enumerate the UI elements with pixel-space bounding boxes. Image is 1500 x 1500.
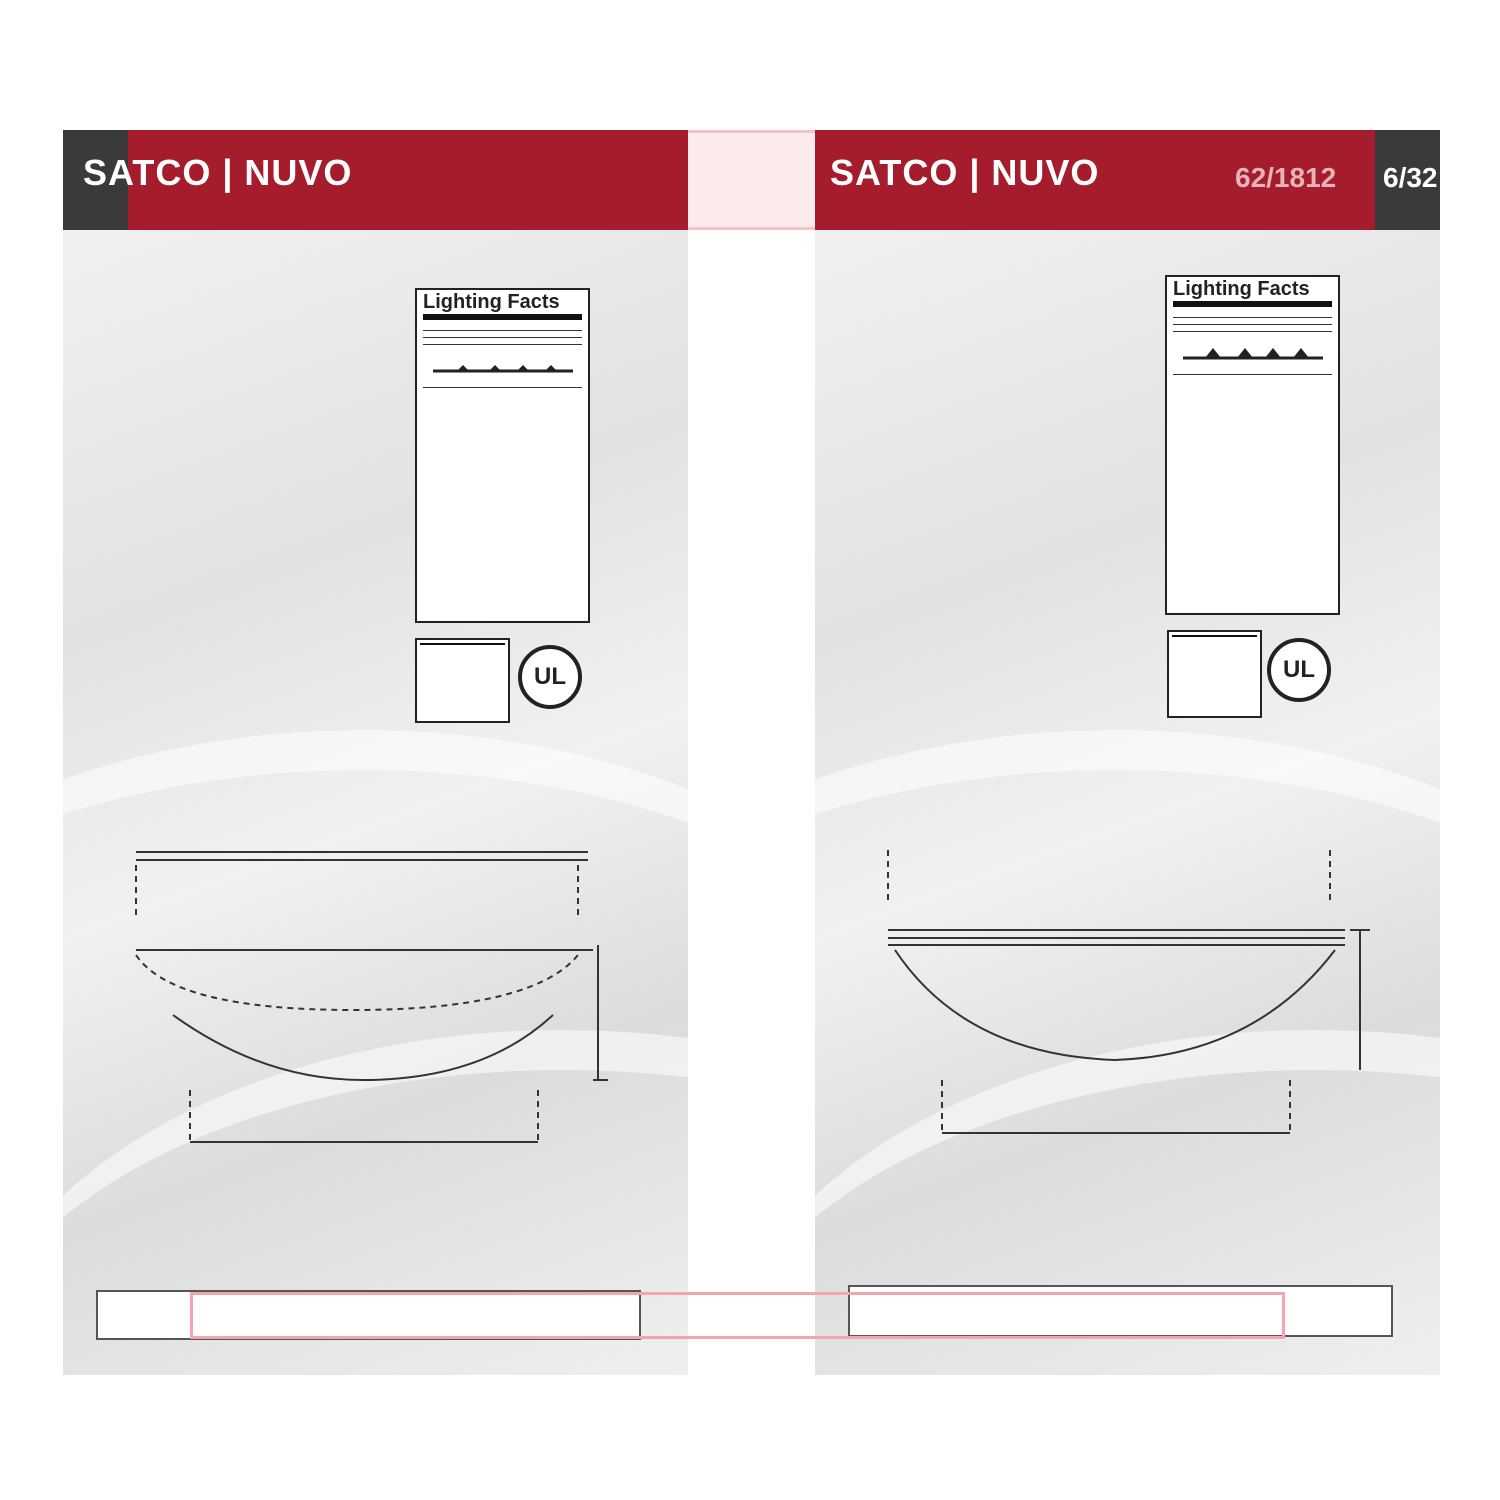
- right-spec-sheet: [815, 130, 1440, 1375]
- bottom-highlight: [190, 1292, 1285, 1339]
- left-facts-title: Lighting Facts: [423, 294, 582, 320]
- right-ul-icon: UL: [1267, 638, 1331, 702]
- right-sku: 62/1812: [1235, 162, 1337, 193]
- right-brand-logo: SATCO | NUVO: [830, 152, 1100, 193]
- right-facts-title: Lighting Facts: [1173, 281, 1332, 307]
- left-spec-sheet: [63, 130, 688, 1375]
- right-page-number: 6/32: [1383, 162, 1438, 193]
- left-brand-logo: SATCO | NUVO: [83, 152, 353, 193]
- right-dimension-drawing: [815, 130, 1440, 1375]
- left-ul-icon: UL: [518, 645, 582, 709]
- left-dimension-drawing: [63, 130, 688, 1375]
